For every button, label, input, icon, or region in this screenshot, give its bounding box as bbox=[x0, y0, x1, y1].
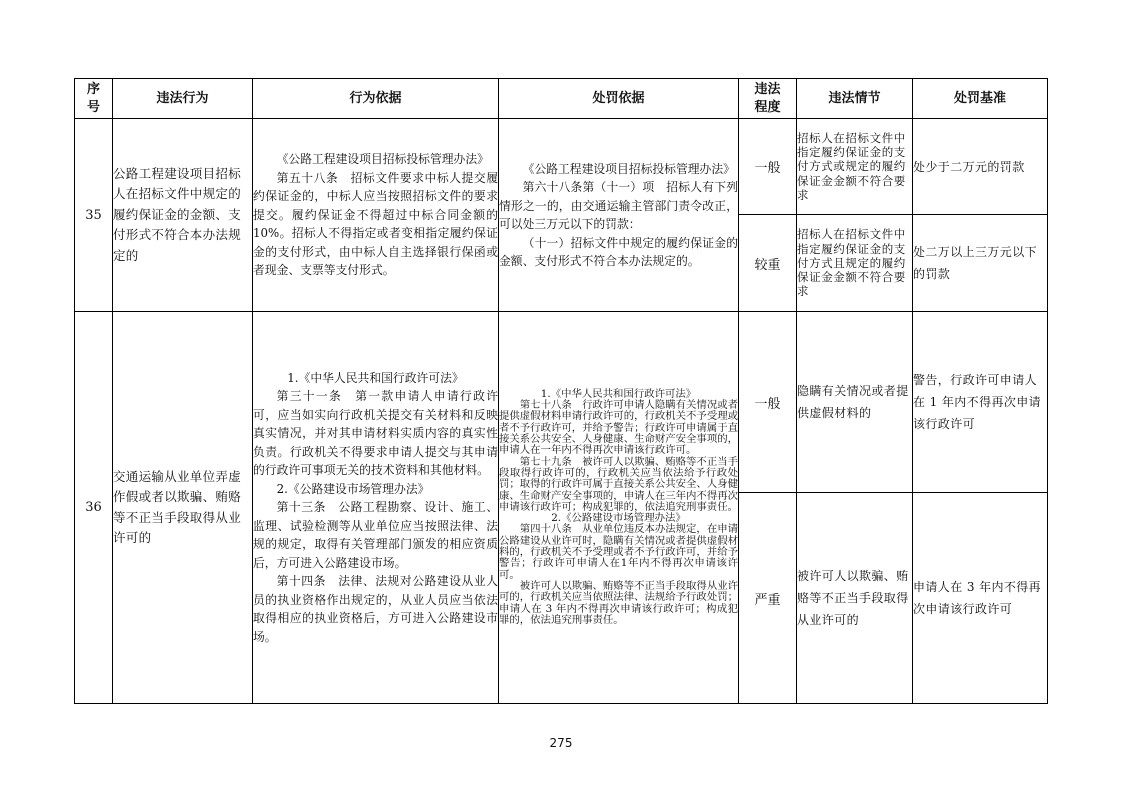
penalty-standard: 申请人在 3 年内不得再次申请该行政许可 bbox=[913, 493, 1048, 704]
penalty-standard: 处二万以上三万元以下的罚款 bbox=[913, 215, 1048, 312]
row-number: 35 bbox=[75, 119, 113, 312]
table-row bbox=[75, 312, 1048, 493]
behavior-basis: 1.《中华人民共和国行政许可法》 第三十一条 第一款申请人申请行政许可，应当如实向行政机关提交有关材料和反映真实情况，并对其申请材料实质内容的真实性负责。行政机关不得要求申请人提交与其申请的行政许可事项无关的技术资料和其他材料。 2.《公路建设市场管理办法》 第十三条 公路工程勘察、设计、施工、监理、试验检测等从业单位应当按照法律、法规的规定，取得有关管理部门颁发的相应资质后，方可进入公路建设市场。 第十四条 法律、法规对公路建设从业人员的执业资格作出规定的，从业人员应当依法取得相应的执业资格后，方可进入公路建设市场。 bbox=[253, 312, 499, 704]
violation-situation: 招标人在招标文件中指定履约保证金的支付方式或规定的履约保证金金额不符合要求 bbox=[797, 119, 913, 215]
violation-degree: 一般 bbox=[739, 119, 797, 215]
violation-degree: 一般 bbox=[739, 312, 797, 493]
violation-behavior: 公路工程建设项目招标人在招标文件中规定的履约保证金的金额、支付形式不符合本办法规定的 bbox=[113, 119, 253, 312]
penalty-basis: 1.《中华人民共和国行政许可法》 第七十八条 行政许可申请人隐瞒有关情况或者提供虚假材料申请行政许可的，行政机关不予受理或者不予行政许可，并给予警告；行政许可申请属于直接关系公共安全、人身健康、生命财产安全事项的，申请人在一年内不得再次申请该行政许可。 第七十九条 被许可人以欺骗、贿赂等不正当手段取得行政许可的，行政机关应当依法给予行政处罚；取得的行政许可属于直接关系公共安全、人身健康、生命财产安全事项的，申请人在三年内不得再次申请该行政许可；构成犯罪的，依法追究刑事责任。 2.《公路建设市场管理办法》 第四十八条 从业单位违反本办法规定，在申请公路建设从业许可时，隐瞒有关情况或者提供虚假材料的，行政机关不予受理或者不予行政许可，并给予警告；行政许可申请人在1年内不得再次申请该许可。 被许可人以欺骗、贿赂等不正当手段取得从业许可的，行政机关应当依照法律、法规给予行政处罚；申请人在 3 年内不得再次申请该行政许可；构成犯罪的，依法追究刑事责任。 bbox=[499, 312, 739, 704]
table-row bbox=[75, 119, 1048, 215]
row-number: 36 bbox=[75, 312, 113, 704]
violation-situation: 隐瞒有关情况或者提供虚假材料的 bbox=[797, 312, 913, 493]
penalty-standard: 处少于二万元的罚款 bbox=[913, 119, 1048, 215]
violation-degree: 较重 bbox=[739, 215, 797, 312]
header-behavior-basis: 行为依据 bbox=[253, 79, 499, 119]
header-penalty-basis: 处罚依据 bbox=[499, 79, 739, 119]
behavior-basis: 《公路工程建设项目招标投标管理办法》 第五十八条 招标文件要求中标人提交履约保证金的，中标人应当按照招标文件的要求提交。履约保证金不得超过中标合同金额的10%。招标人不得指定或者变相指定履约保证金的支付形式，由中标人自主选择银行保函或者现金、支票等支付形式。 bbox=[253, 119, 499, 312]
header-row bbox=[75, 79, 1048, 119]
header-no: 序 号 bbox=[75, 79, 113, 119]
header-degree: 违法 程度 bbox=[739, 79, 797, 119]
penalty-standard-table bbox=[74, 78, 1048, 704]
page-number: 275 bbox=[549, 736, 573, 750]
violation-situation: 招标人在招标文件中指定履约保证金的支付方式且规定的履约保证金金额不符合要求 bbox=[797, 215, 913, 312]
header-behavior: 违法行为 bbox=[113, 79, 253, 119]
header-standard: 处罚基准 bbox=[913, 79, 1048, 119]
penalty-standard: 警告，行政许可申请人在 1 年内不得再次申请该行政许可 bbox=[913, 312, 1048, 493]
penalty-basis: 《公路工程建设项目招标投标管理办法》 第六十八条第（十一）项 招标人有下列情形之一的，由交通运输主管部门责令改正，可以处三万元以下的罚款： （十一）招标文件中规定的履约保证金的金额、支付形式不符合本办法规定的。 bbox=[499, 119, 739, 312]
violation-situation: 被许可人以欺骗、贿赂等不正当手段取得从业许可的 bbox=[797, 493, 913, 704]
violation-behavior: 交通运输从业单位弄虚作假或者以欺骗、贿赂等不正当手段取得从业许可的 bbox=[113, 312, 253, 704]
violation-degree: 严重 bbox=[739, 493, 797, 704]
header-situation: 违法情节 bbox=[797, 79, 913, 119]
